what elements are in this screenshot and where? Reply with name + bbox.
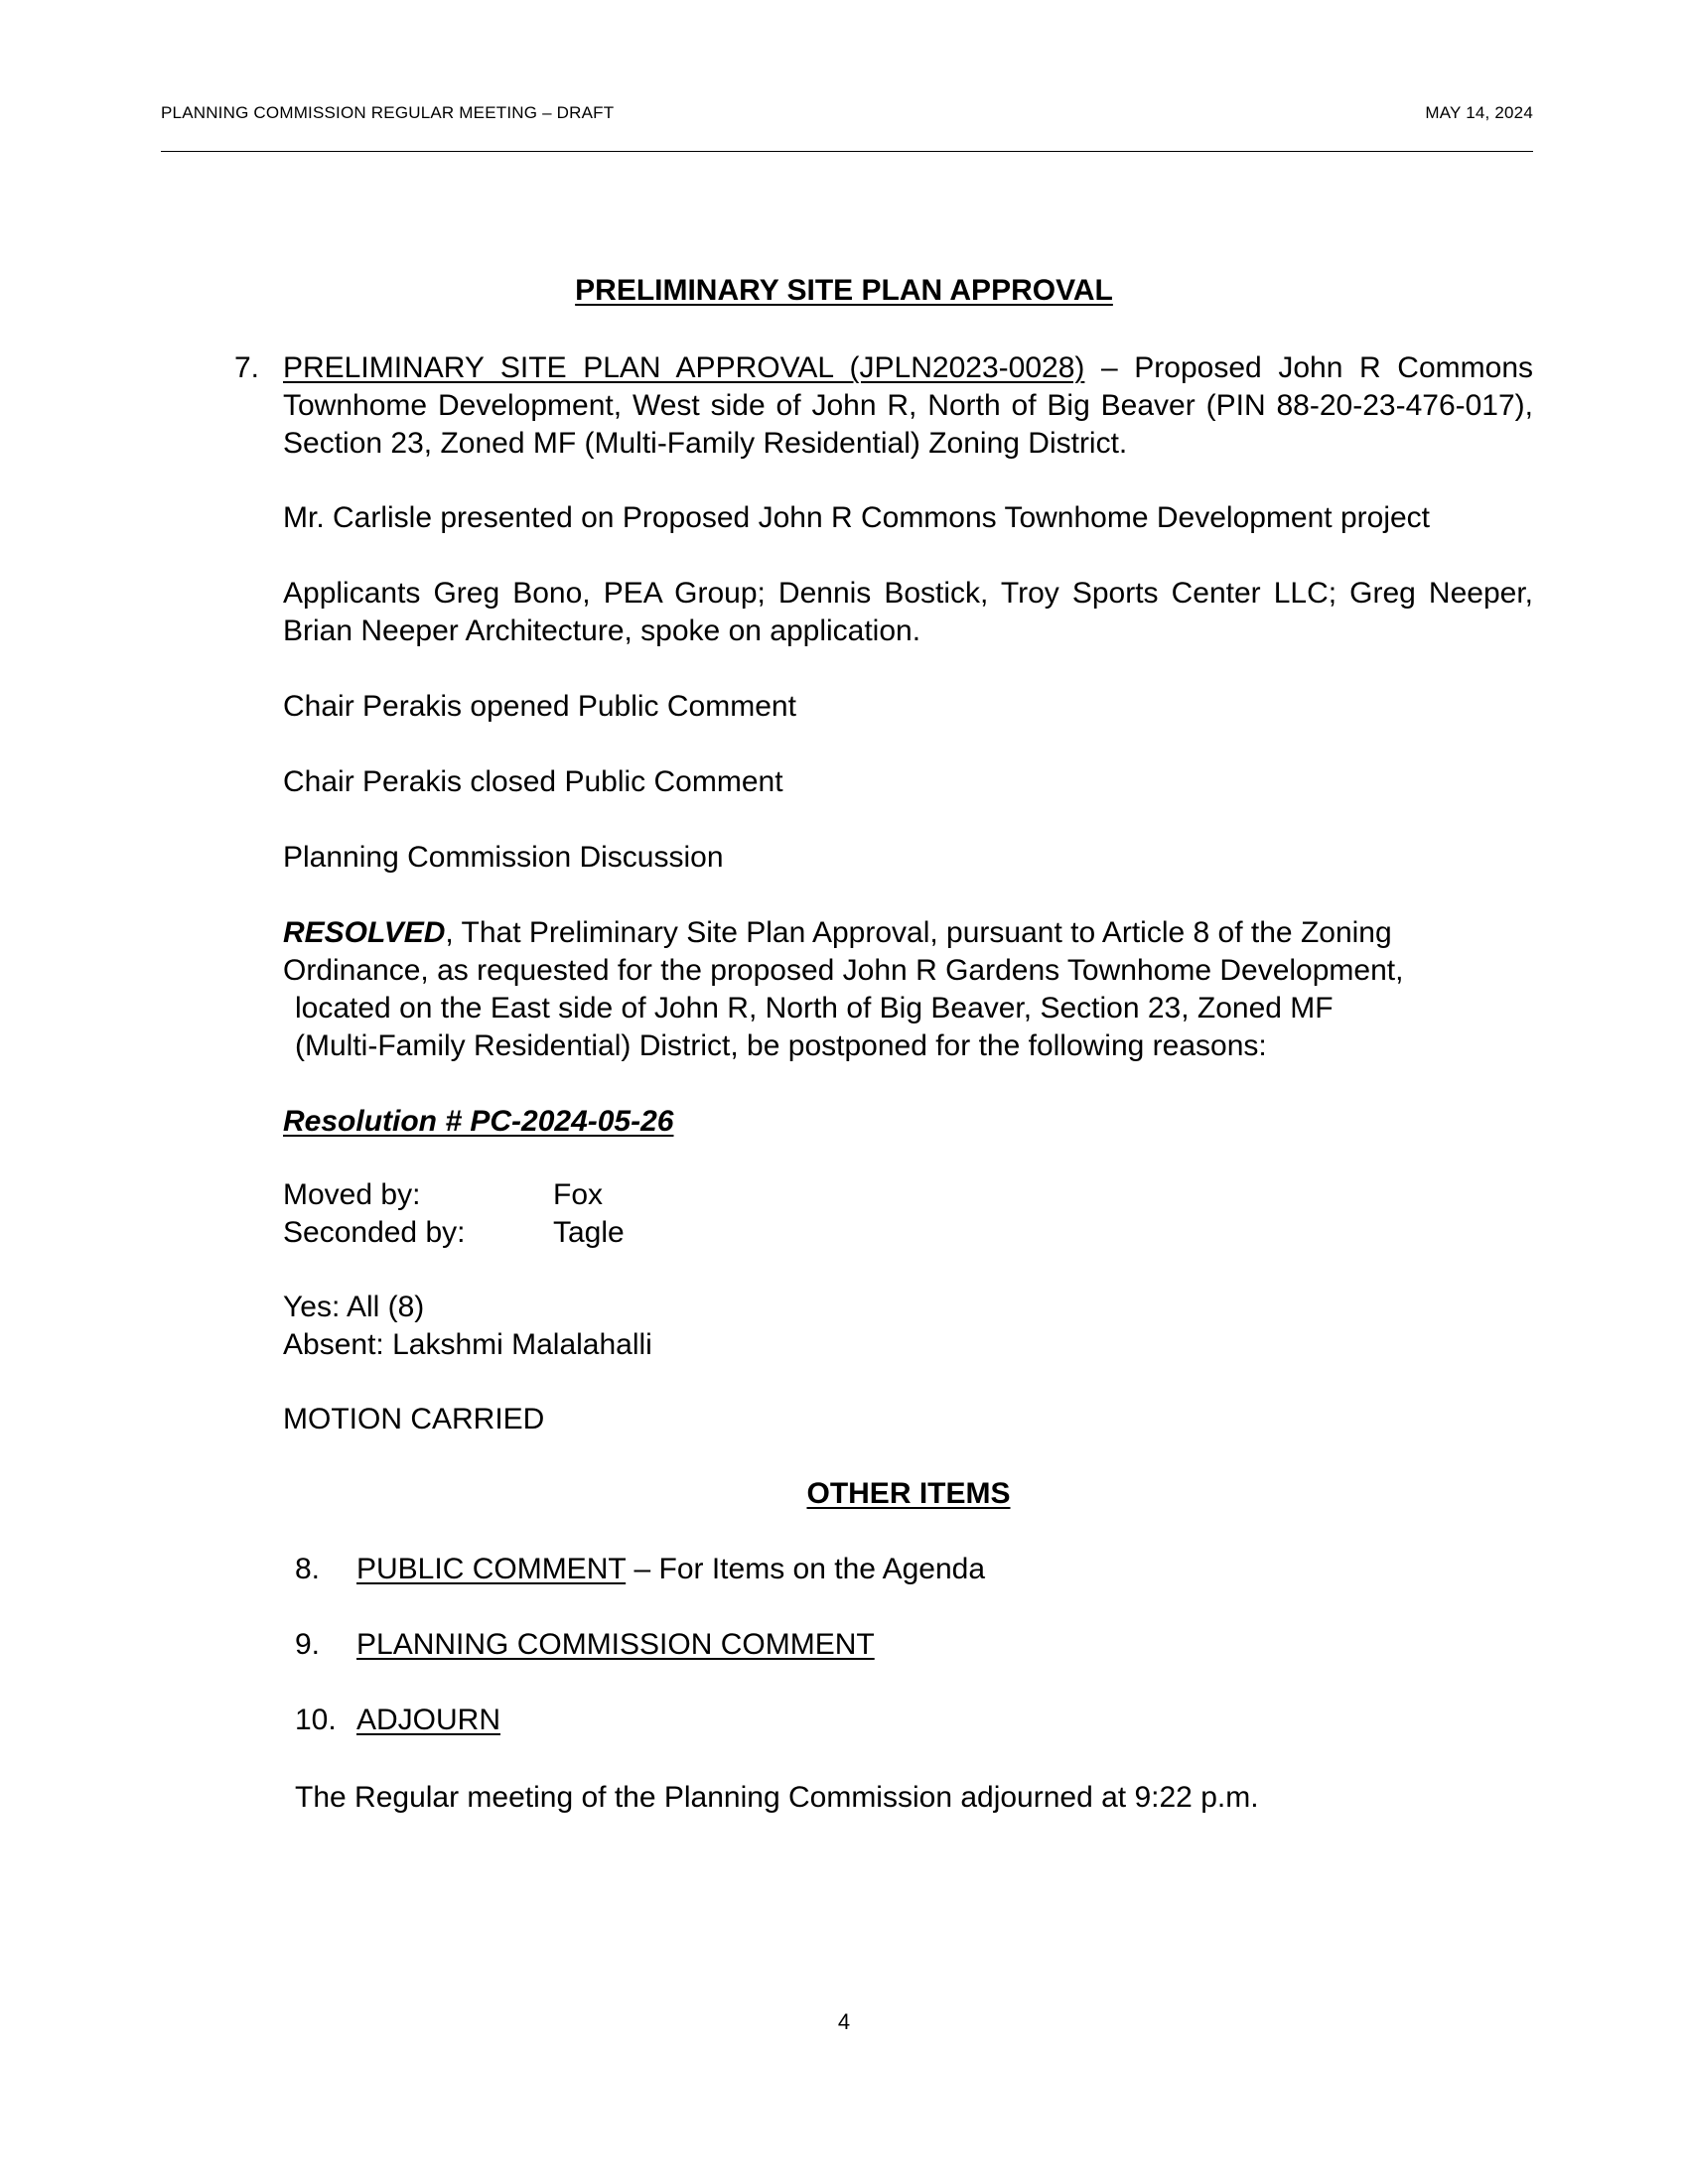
- item-10-text: [356, 1704, 500, 1737]
- item-7-text: [283, 349, 1533, 463]
- applicants-paragraph: Applicants Greg Bono, PEA Group; Dennis Bostick, Troy Sports Center LLC; Greg Neeper, Brian Neeper Architecture, spoke on application.: [283, 577, 1533, 647]
- item-8-suffix: – For Items on the Agenda: [626, 1553, 986, 1585]
- header-meeting-title: PLANNING COMMISSION REGULAR MEETING – DRAFT: [161, 103, 615, 122]
- section-title-site-plan: PRELIMINARY SITE PLAN APPROVAL: [575, 274, 1113, 307]
- vote-absent: Absent: Lakshmi Malalahalli: [283, 1328, 652, 1361]
- resolved-line-1: [283, 914, 1533, 952]
- resolved-line-1-text: , That Preliminary Site Plan Approval, pursuant to Article 8 of the Zoning: [445, 916, 1392, 949]
- header-date: MAY 14, 2024: [1425, 103, 1533, 122]
- resolved-keyword: RESOLVED: [283, 916, 446, 949]
- resolved-line-4: (Multi-Family Residential) District, be postponed for the following reasons:: [295, 1029, 1267, 1062]
- item-9-number: 9.: [295, 1628, 321, 1661]
- resolved-line-2: Ordinance, as requested for the proposed John R Gardens Townhome Development,: [283, 954, 1404, 987]
- adjourned-statement: The Regular meeting of the Planning Commission adjourned at 9:22 p.m.: [295, 1781, 1259, 1814]
- item-9-text: [356, 1628, 875, 1662]
- motion-result: MOTION CARRIED: [283, 1403, 545, 1435]
- public-comment-closed: Chair Perakis closed Public Comment: [283, 765, 783, 798]
- vote-yes: Yes: All (8): [283, 1291, 425, 1323]
- moved-by-label: Moved by:: [283, 1178, 421, 1211]
- presented-paragraph: Mr. Carlisle presented on Proposed John R Commons Townhome Development project: [283, 501, 1431, 534]
- item-8-text: [356, 1553, 985, 1586]
- item-10-number: 10.: [295, 1704, 337, 1736]
- resolution-number: Resolution # PC-2024-05-26: [283, 1105, 674, 1138]
- commission-discussion: Planning Commission Discussion: [283, 841, 724, 874]
- page-header: [161, 103, 1533, 152]
- seconded-by-value: Tagle: [553, 1216, 625, 1249]
- page-number: 4: [837, 2009, 851, 2034]
- item-8-number: 8.: [295, 1553, 321, 1585]
- item-7-description: – Proposed John R Commons Townhome Development, West side of John R, North of Big Beaver (PIN 88-20-23-476-017), Section 23, Zoned MF (Multi-Family Residential) Zoning District.: [283, 351, 1533, 460]
- item-10-title: ADJOURN: [356, 1704, 501, 1736]
- public-comment-opened: Chair Perakis opened Public Comment: [283, 690, 796, 723]
- moved-by-value: Fox: [553, 1178, 604, 1211]
- item-8-title: PUBLIC COMMENT: [356, 1553, 627, 1585]
- resolved-line-3: located on the East side of John R, North of Big Beaver, Section 23, Zoned MF: [295, 992, 1334, 1024]
- section-title-other-items: OTHER ITEMS: [806, 1477, 1011, 1510]
- item-9-title: PLANNING COMMISSION COMMENT: [356, 1628, 875, 1661]
- seconded-by-label: Seconded by:: [283, 1216, 466, 1249]
- item-7-title: PRELIMINARY SITE PLAN APPROVAL (JPLN2023-0028): [283, 351, 1085, 384]
- item-7-number: 7.: [234, 351, 260, 384]
